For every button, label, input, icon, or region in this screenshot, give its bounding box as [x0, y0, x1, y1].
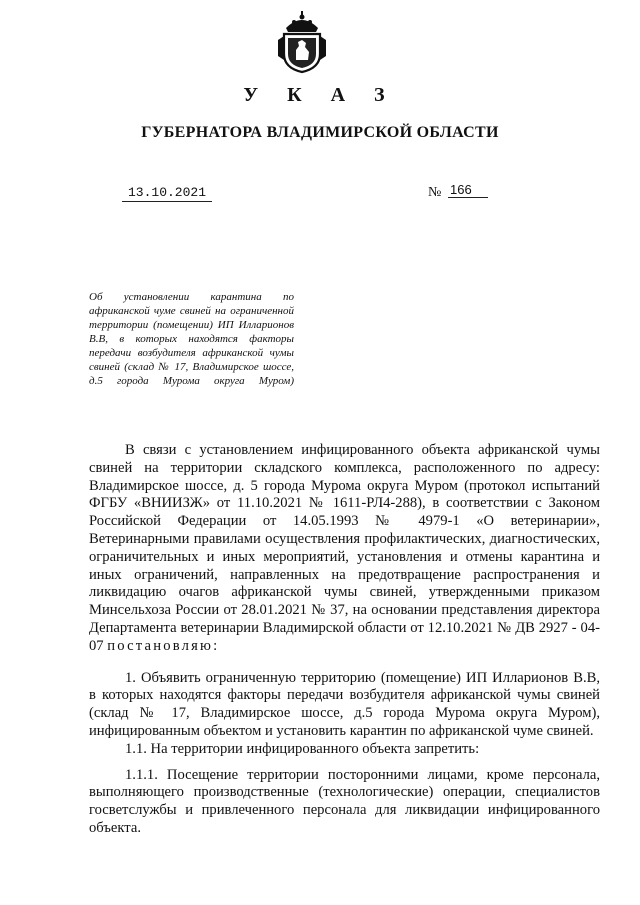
- number-sign: №: [428, 185, 442, 200]
- preamble-text: В связи с установлением инфицированного объекта африканской чумы свиней на территории складского комплекса, расположенного по адресу: Владимирское шоссе, д. 5 города Мурома округа Муром (протокол испытаний ФГБУ «ВНИИЗЖ» от 11.10.2021 № 1611-РЛ4-288), в соответствии с Законом Российской Федерации от 14.05.1993 № 4979-1 «О ветеринарии», Ветеринарными правилами осуществления профилактических, диагностических, ограничительных и иных мероприятий, установления и отмены карантина и иных ограничений, направленных на предотвращение распространения и ликвидацию очагов африканской чумы свиней, утвержденными приказом Минсельхоза России от 28.01.2021 № 37, на основании представления директора Департамента ветеринарии Владимирской области от 12.10.2021 № ДВ 2927 - 04-07: [89, 442, 600, 654]
- document-issuer: ГУБЕРНАТОРА ВЛАДИМИРСКОЙ ОБЛАСТИ: [141, 124, 499, 141]
- document-date: 13.10.2021: [122, 185, 212, 202]
- paragraph-1-1-1: 1.1.1. Посещение территории посторонними лицами, кроме персонала, выполняющего производственные (технологические) операции, специалистов госветслужбы и привлеченного персонала для ликвидации инфицированного объекта.: [89, 766, 600, 836]
- document-title: У К А З: [243, 84, 397, 106]
- paragraph-preamble: [89, 442, 600, 656]
- paragraph-1-1: 1.1. На территории инфицированного объекта запретить:: [125, 740, 480, 757]
- coat-of-arms-icon: [272, 10, 332, 74]
- document-body: [89, 442, 600, 838]
- subject-text: Об установлении карантина по африканской чуме свиней на ограниченной территории (помещении) ИП Илларионов В.В, в которых находятся факторы передачи возбудителя африканской чумы свиней (склад № 17, Владимирское шоссе, д.5 города Мурома округа Муром): [89, 291, 294, 387]
- document-number: 166: [448, 182, 488, 198]
- decree-word: постановляю:: [107, 637, 220, 654]
- document-subject: [89, 290, 294, 388]
- paragraph-1: 1. Объявить ограниченную территорию (помещение) ИП Илларионов В.В, в которых находятся факторы передачи возбудителя африканской чумы свиней (склад № 17, Владимирское шоссе, д.5 города Мурома округа Муром), инфицированным объектом и установить карантин по африканской чуме свиней.: [89, 669, 600, 739]
